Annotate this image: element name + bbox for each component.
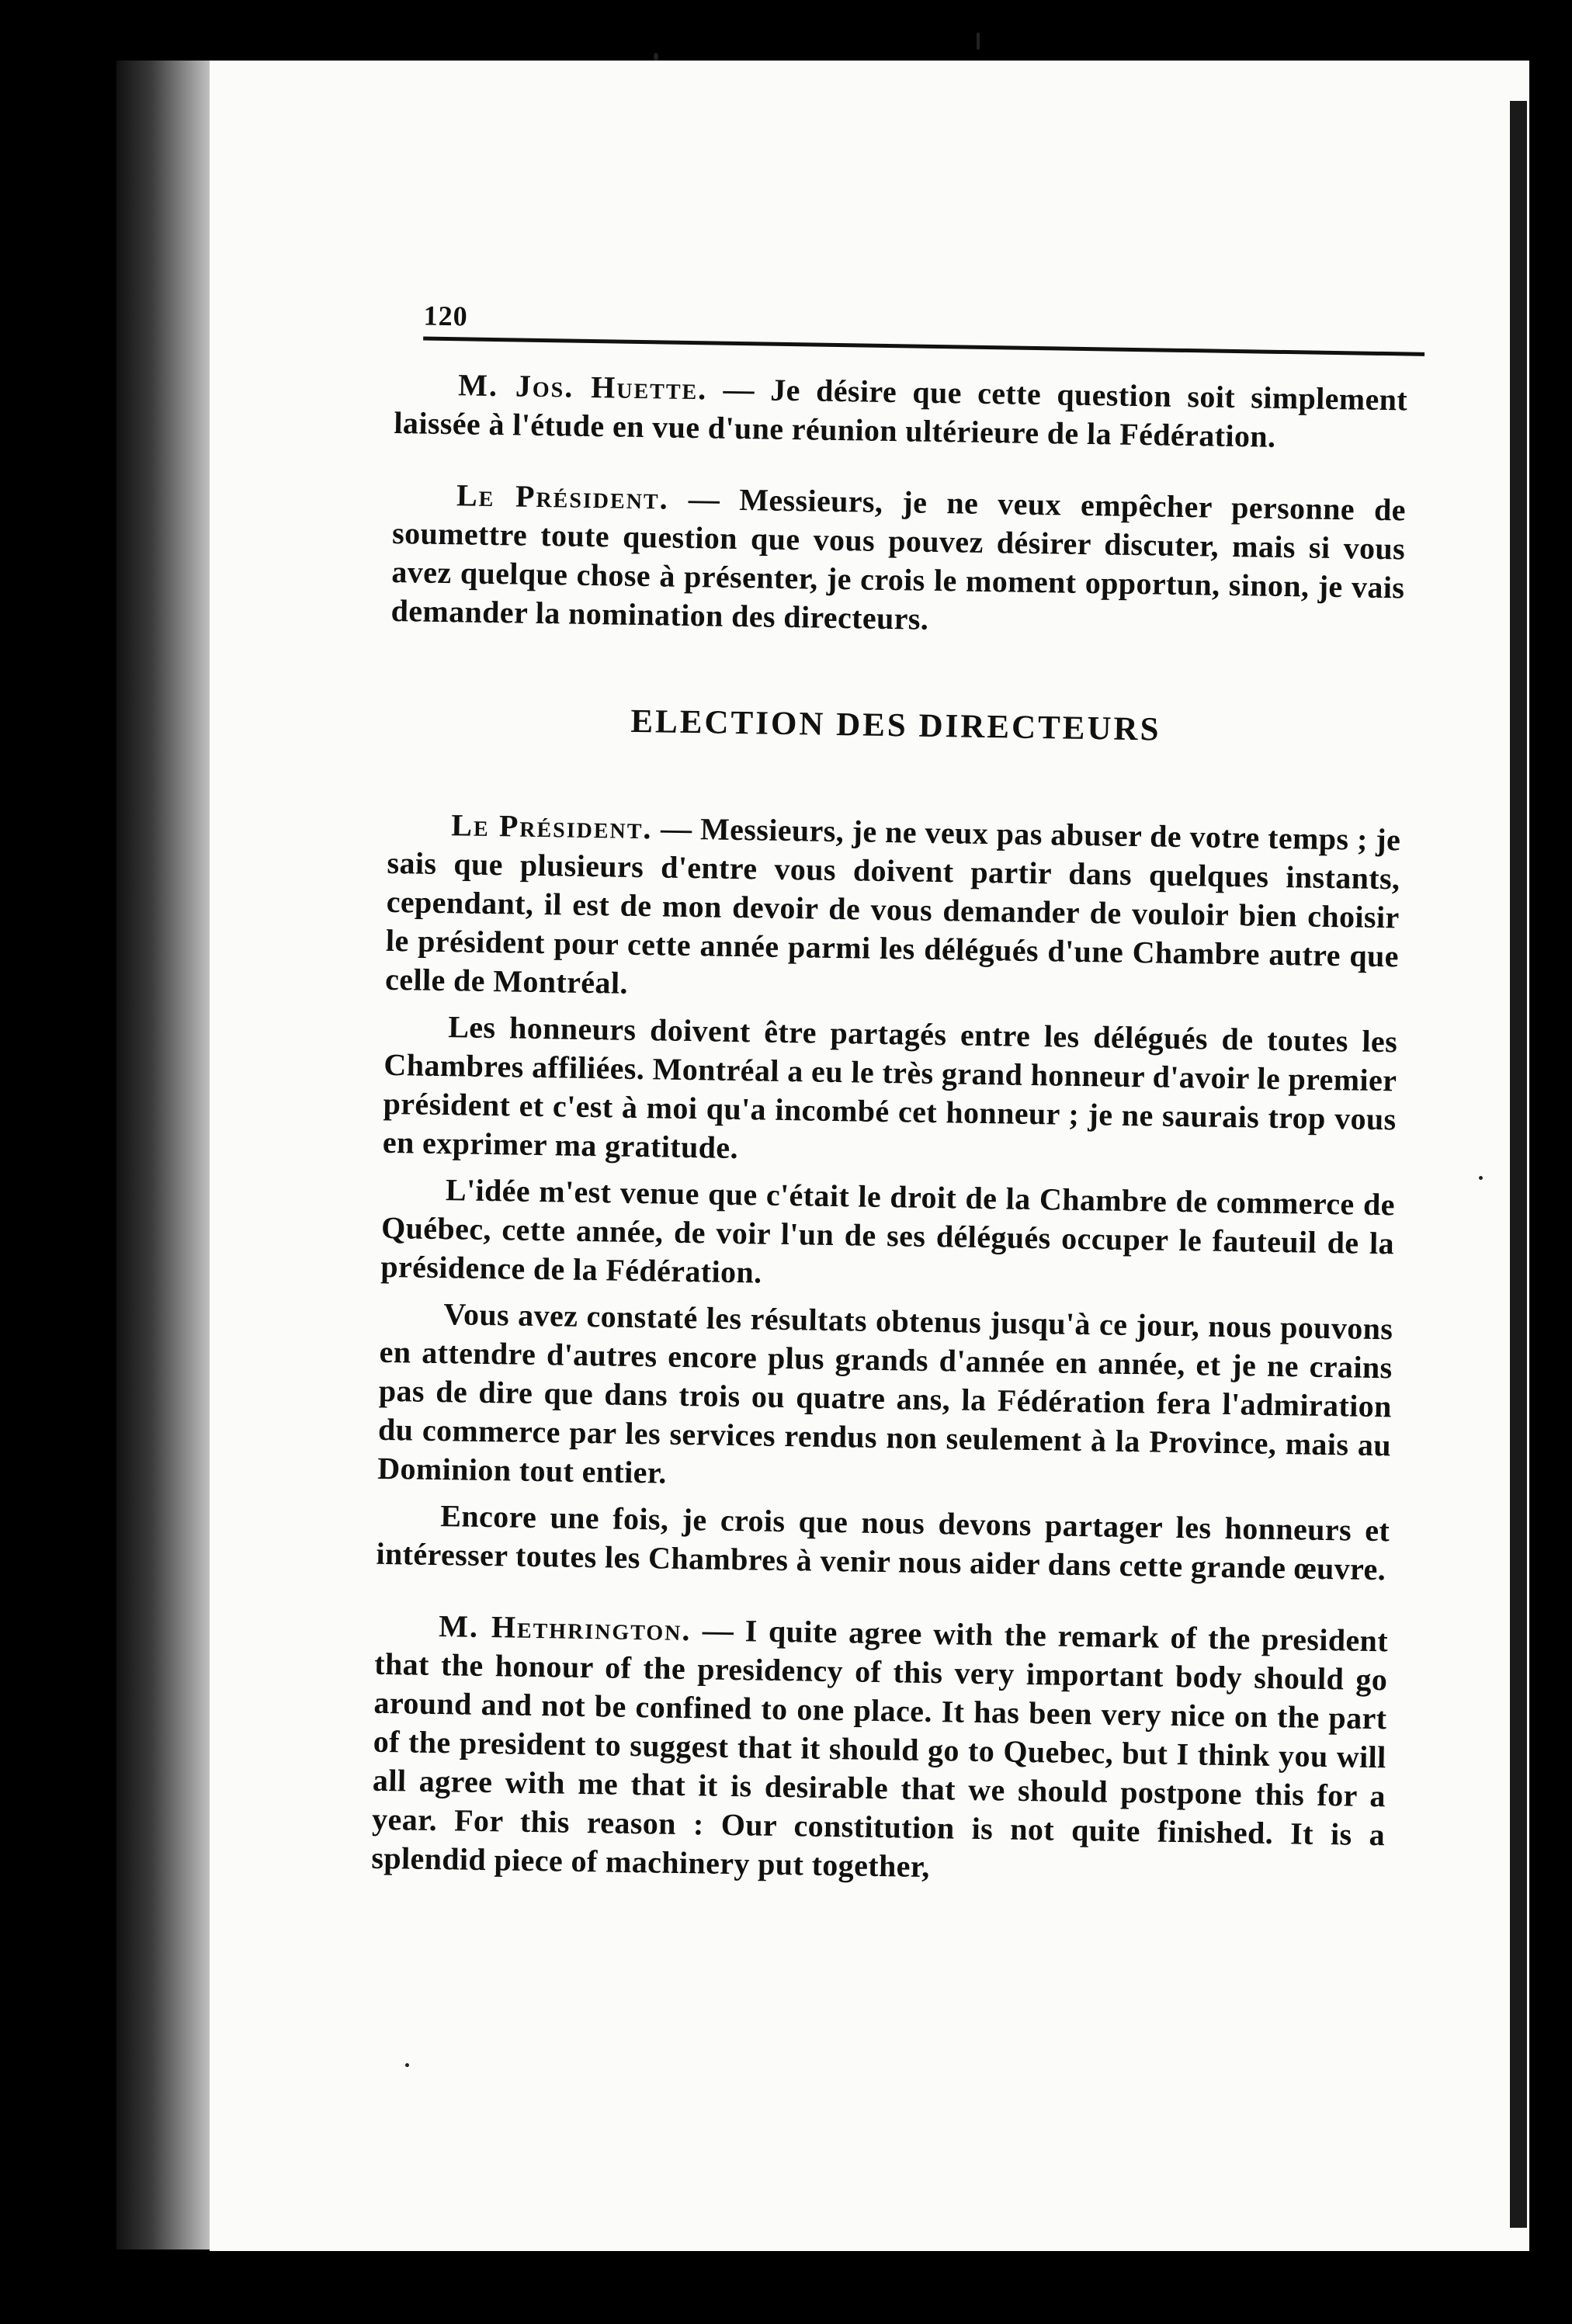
bottom-paragraphs bbox=[371, 805, 1401, 1893]
speaker-name: Le Président. bbox=[451, 807, 653, 846]
speaker-name: M. Hethrington. bbox=[438, 1608, 692, 1648]
book-spine bbox=[116, 61, 216, 2249]
scan-speck bbox=[654, 53, 658, 61]
section-heading: ELECTION DES DIRECTEURS bbox=[630, 702, 1161, 748]
paragraph bbox=[394, 365, 1407, 458]
paragraph bbox=[377, 1294, 1393, 1504]
page-content bbox=[371, 299, 1409, 1893]
paragraph-text: Les honneurs doivent être partagés entre les délégués de toutes les Chambres affiliées. Montréal a eu le très grand honneur d'avoir le premier président et c'est à moi qu'a incombé cet honneur ; je ne saurais trop vous en exprimer ma gratitude. bbox=[382, 1009, 1398, 1166]
paragraph-text: — Messieurs, je ne veux empêcher personne de soumettre toute question que vous pouvez désirer discuter, mais si vous avez quelque chose à présenter, je crois le moment opportun, sinon, je vais demander la nomination des directeurs. bbox=[390, 480, 1407, 636]
scan-speck bbox=[1479, 1176, 1483, 1180]
paragraph-text: — Je désire que cette question soit simplement laissée à l'étude en vue d'une réunion ultérieure de la Fédération. bbox=[394, 371, 1408, 454]
paragraph bbox=[380, 1170, 1395, 1302]
speaker-name: M. Jos. Huette. bbox=[457, 367, 708, 407]
speaker-name: Le Président. bbox=[456, 477, 670, 516]
paragraph-text: — I quite agree with the remark of the president that the honour of the presidency of this very important body should go around and not be confined to one place. It has been very nice on the part of the president to suggest that it should go to Quebec, but I think you will all agree with me that it is desirable that we should postpone this for a year. For this reason : Our constitution is not quite finished. It is a splendid piece of machinery put together, bbox=[371, 1612, 1389, 1885]
paragraph-text: Encore une fois, je crois que nous devons partager les honneurs et intéresser toutes les Chambres à venir nous aider dans cette grande œuvre. bbox=[376, 1498, 1390, 1587]
paragraph-text: L'idée m'est venue que c'était le droit de la Chambre de commerce de Québec, cette année, de voir l'un de ses délégués occuper le fauteuil de la présidence de la Fédération. bbox=[380, 1172, 1396, 1290]
paragraph bbox=[376, 1496, 1390, 1589]
page-edge-shadow bbox=[1510, 101, 1527, 2228]
paragraph-text: Vous avez constaté les résultats obtenus jusqu'à ce jour, nous pouvons en attendre d'autres encore plus grands d'année en année, et je ne crains pas de dire que dans trois ou quatre ans, la Fédération fera l'admiration du commerce par les services rendus non seulement à la Province, mais au Dominion tout entier. bbox=[377, 1296, 1393, 1490]
scan-speck bbox=[405, 2063, 409, 2067]
paragraph bbox=[371, 1606, 1388, 1893]
paragraph bbox=[383, 1007, 1398, 1178]
scan-speck bbox=[977, 33, 980, 50]
paragraph bbox=[385, 805, 1401, 1015]
page-number: 120 bbox=[423, 300, 468, 332]
paragraph-text: — Messieurs, je ne veux pas abuser de votre temps ; je sais que plusieurs d'entre vous doivent partir dans quelques instants, cependant, il est de mon devoir de vous demander de vouloir bien choisir le président pour cette année parmi les délégués d'une Chambre autre que celle de Montréal. bbox=[384, 810, 1401, 1001]
paragraph bbox=[390, 475, 1406, 646]
top-paragraphs bbox=[390, 365, 1407, 646]
